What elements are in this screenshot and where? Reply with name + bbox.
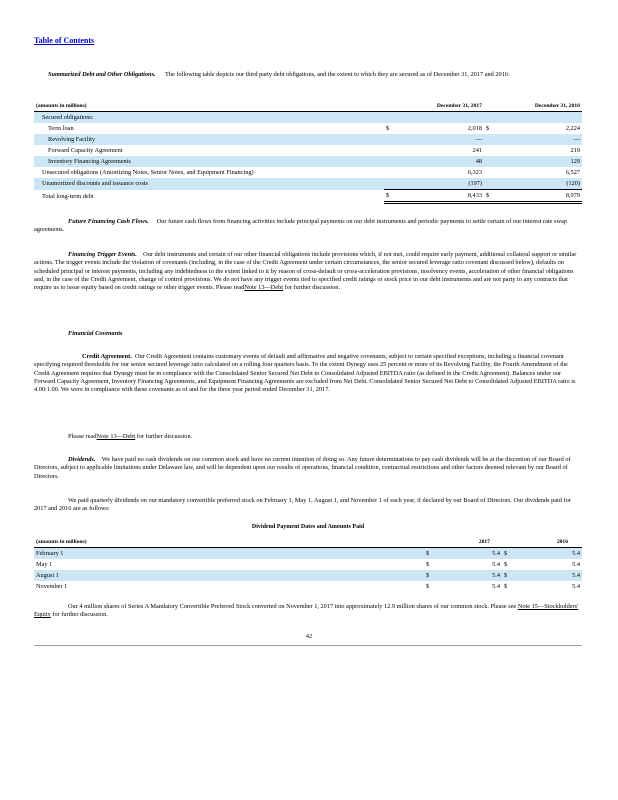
dividend-table-header xyxy=(34,536,582,548)
note-13-link[interactable]: Note 13—Debt xyxy=(96,433,136,440)
debt-intro-paragraph xyxy=(34,71,582,79)
dividend-col-2016: 2016 xyxy=(516,536,582,548)
dividend-col-2017: 2017 xyxy=(438,536,502,548)
dividend-table xyxy=(34,536,582,592)
debt-col-2017: December 31, 2017 xyxy=(414,100,484,112)
financial-covenants-heading: Financial Covenants xyxy=(68,330,123,337)
table-row: August 1 $ 5.4 $ 5.4 xyxy=(36,572,580,579)
table-row: May 1 $ 5.4 $ 5.4 xyxy=(36,561,580,568)
table-row: Secured obligations: xyxy=(34,112,582,124)
future-financing-heading: Future Financing Cash Flows. xyxy=(68,218,149,225)
quarterly-dividends-paragraph: We paid quarterly dividends on our mandatory convertible preferred stock on February 1, May 1, August 1, and November 1 of each year, if declared by our Board of Directors. Our dividends paid for 2017 and 2016 are as follows: xyxy=(34,497,571,513)
table-row: February 1 $ 5.4 $ 5.4 xyxy=(34,548,582,560)
future-financing-paragraph: Future Financing Cash Flows. Our future cash flows from financing activities include principal payments on our debt instruments and periodic payments to settle certain of our interest rate swap agreements. xyxy=(34,218,567,234)
table-row: Term loan $ 2,018 $ 2,224 xyxy=(48,125,580,132)
debt-table xyxy=(34,100,582,204)
dividend-table-title: Dividend Payment Dates and Amounts Paid xyxy=(251,524,365,530)
page-divider xyxy=(34,645,582,646)
conversion-paragraph: Our 4 million shares of Series A Mandatory Convertible Preferred Stock converted on November 1, 2017 into approximately 12.9 million shares of our common stock. Please see Note 15—Stockholders' Equity for further discussion. xyxy=(34,603,579,619)
trigger-events-paragraph: Financing Trigger Events. Our debt instruments and certain of our other financial obligations include provisions which, if not met, could require early payment, additional collateral support or similar actions. The trigger events include the violation of covenants (including, in the case of the Credit Agreement under certain circumstances, the senior secured leverage ratio covenant discussed below), defaults on scheduled principal or interest payments, including any indebtedness to the extent linked to it by reason of cross-default or cross-acceleration provisions, insolvency events, acceleration of other financial obligations and, in the case of the Credit Agreement, change of control provisions. We do not have any trigger events tied to specified credit ratings or stock price in our debt instruments and are not party to any contracts that require us to issue equity based on credit ratings or other trigger events. Please readNote 13—Debt for further discussion. xyxy=(34,251,577,292)
note-15-link[interactable]: Note 15—Stockholders' Equity xyxy=(34,603,579,619)
table-row: Unsecured obligations (Amortizing Notes, Senior Notes, and Equipment Financing) 6,323 6,527 xyxy=(42,169,580,176)
credit-agreement-paragraph: Credit Agreement. Our Credit Agreement contains customary events of default and affirmative and negative covenants, subject to certain specified exceptions, including a financial covenant specifying required thresholds for our senior secured leverage ratio calculated on a rolling four quarters basis. To the extent Dynegy uses 25 percent or more of its Revolving Facility, the Fourth Amendment of the Credit Agreement requires that Dynegy must be in compliance with the Consolidated Senior Secured Net Debt to Consolidated Adjusted EBITDA ratio (as defined in the Credit Agreement). Balances under our Forward Capacity Agreement, Inventory Financing Agreements, and Equipment Financing Agreements are excluded from Net Debt. Consolidated Senior Secured Net Debt to Consolidated Adjusted EBITDA ratio is 4.00:1.00. We were in compliance with these covenants as of and for the three year period ended December 31, 2017. xyxy=(34,353,576,394)
table-row: Forward Capacity Agreement 241 219 xyxy=(48,147,580,154)
please-read-paragraph: Please readNote 13—Debt for further discussion. xyxy=(68,433,193,440)
table-row: Inventory Financing Agreements 48 129 xyxy=(34,156,582,167)
table-row: Revolving Facility — — xyxy=(34,134,582,145)
table-of-contents-link[interactable]: Table of Contents xyxy=(34,36,95,45)
table-row: Unamortized discounts and issuance costs (197) (120) xyxy=(34,178,582,190)
debt-col-2016: December 31, 2016 xyxy=(508,100,582,112)
table-row: Total long-term debt $ 8,433 $ 8,979 xyxy=(34,190,582,203)
credit-agreement-heading: Credit Agreement. xyxy=(82,353,132,360)
dividends-heading: Dividends. xyxy=(68,456,96,463)
page-number: 42 xyxy=(305,633,313,640)
trigger-events-heading: Financing Trigger Events. xyxy=(68,251,137,258)
note-13-link[interactable]: Note 13—Debt xyxy=(244,284,284,292)
dividend-unit-label: (amounts in millions) xyxy=(34,536,424,548)
dividends-paragraph: Dividends. We have paid no cash dividends on our common stock and have no current intention of doing so. Any future determinations to pay cash dividends will be at the discretion of our Board of Directors, subject to applicable limitations under Delaware law, and will be dependent upon our results of operations, financial condition, contractual restrictions and other factors deemed relevant by our Board of Directors. xyxy=(34,456,571,480)
debt-intro-heading: Summarized Debt and Other Obligations. xyxy=(48,71,156,78)
debt-intro-text: The following table depicts our third party debt obligations, and the extent to which they are secured as of December 31, 2017 and 2016: xyxy=(165,71,510,78)
debt-table-header xyxy=(34,100,582,112)
table-row: November 1 $ 5.4 $ 5.4 xyxy=(36,583,580,590)
debt-unit-label: (amounts in millions) xyxy=(34,100,384,112)
